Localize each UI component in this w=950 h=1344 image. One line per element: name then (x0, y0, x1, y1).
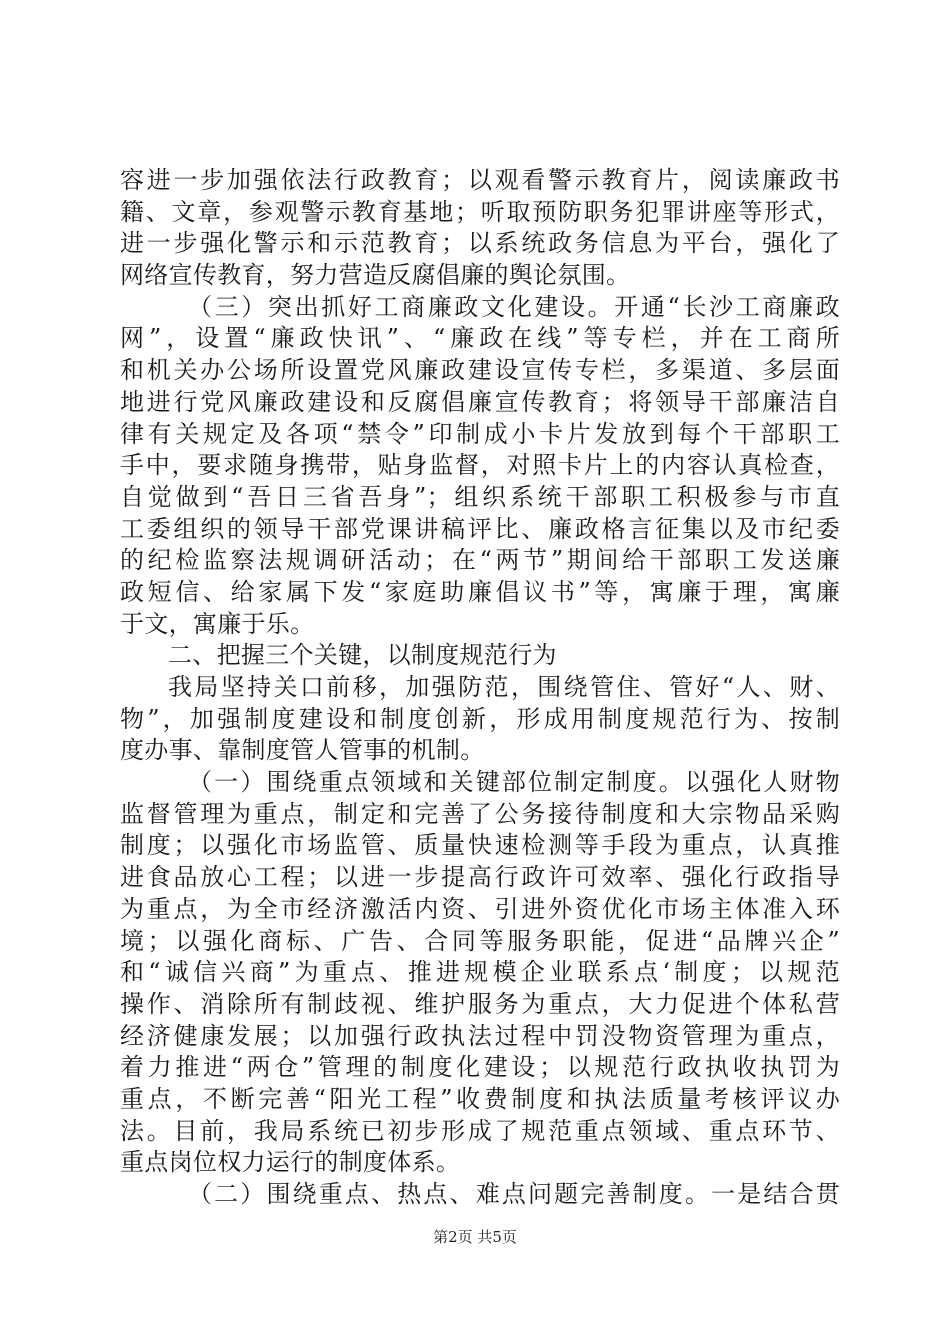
paragraph-first-line: （三）突出抓好工商廉政文化建设。开通“长沙工商廉政 (188, 292, 840, 321)
text-line: 容进一步加强依法行政教育；以观看警示教育片，阅读廉政书 (120, 166, 840, 194)
text-line: 度办事、靠制度管人管事的机制。 (120, 736, 485, 765)
text-line: 律有关规定及各项“禁令”印制成小卡片发放到每个干部职工 (120, 419, 840, 448)
text-line: 进一步强化警示和示范教育；以系统政务信息为平台，强化了 (120, 229, 840, 258)
text-line: 制度；以强化市场监管、质量快速检测等手段为重点，认真推 (120, 831, 840, 860)
text-line: 操作、消除所有制歧视、维护服务为重点，大力促进个体私营 (120, 989, 840, 1018)
text-line: 和机关办公场所设置党风廉政建设宣传专栏，多渠道、多层面 (120, 356, 840, 385)
paragraph-first-line: 我局坚持关口前移，加强防范，围绕管住、管好“人、财、 (168, 673, 840, 701)
text-line: 重点岗位权力运行的制度体系。 (120, 1148, 461, 1177)
text-line: 地进行党风廉政建设和反腐倡廉宣传教育；将领导干部廉洁自 (120, 387, 840, 416)
text-line: 重点，不断完善“阳光工程”收费制度和执法质量考核评议办 (120, 1084, 840, 1113)
paragraph-first-line: （二）围绕重点、热点、难点问题完善制度。一是结合贯 (188, 1180, 840, 1208)
text-line: 手中，要求随身携带，贴身监督，对照卡片上的内容认真检查， (120, 451, 840, 480)
text-line: 的纪检监察法规调研活动；在“两节”期间给干部职工发送廉 (120, 546, 840, 575)
text-line: 工委组织的领导干部党课讲稿评比、廉政格言征集以及市纪委 (120, 514, 840, 543)
text-line: 境；以强化商标、广告、合同等服务职能，促进“品牌兴企” (120, 926, 840, 955)
text-line: 着力推进“两仓”管理的制度化建设；以规范行政执收执罚为 (120, 1053, 840, 1082)
text-line: 监督管理为重点，制定和完善了公务接待制度和大宗物品采购 (120, 799, 840, 828)
paragraph-first-line: （一）围绕重点领域和关键部位制定制度。以强化人财物 (188, 768, 840, 797)
text-line: 法。目前，我局系统已初步形成了规范重点领域、重点环节、 (120, 1116, 840, 1145)
text-line: 籍、文章，参观警示教育基地；听取预防职务犯罪讲座等形式， (120, 197, 840, 226)
text-line: 政短信、给家属下发“家庭助廉倡议书”等，寓廉于理，寓廉 (120, 577, 840, 606)
section-heading: 二、把握三个关键，以制度规范行为 (168, 641, 557, 670)
text-line: 自觉做到“吾日三省吾身”；组织系统干部职工积极参与市直 (120, 482, 840, 511)
text-line: 为重点，为全市经济激活内资、引进外资优化市场主体准入环 (120, 894, 840, 923)
text-line: 进食品放心工程；以进一步提高行政许可效率、强化行政指导 (120, 863, 840, 892)
text-line: 经济健康发展；以加强行政执法过程中罚没物资管理为重点， (120, 1021, 840, 1050)
page-number-footer: 第2页 共5页 (433, 1228, 517, 1246)
text-line: 物”，加强制度建设和制度创新，形成用制度规范行为、按制 (120, 704, 840, 733)
text-line: 于文，寓廉于乐。 (120, 609, 315, 638)
text-line: 和“诚信兴商”为重点、推进规模企业联系点‘制度；以规范 (120, 958, 840, 987)
document-body (120, 165, 840, 1211)
text-line: 网”，设置“廉政快讯”、“廉政在线”等专栏，并在工商所 (120, 324, 840, 353)
text-line: 网络宣传教育，努力营造反腐倡廉的舆论氛围。 (120, 261, 631, 290)
